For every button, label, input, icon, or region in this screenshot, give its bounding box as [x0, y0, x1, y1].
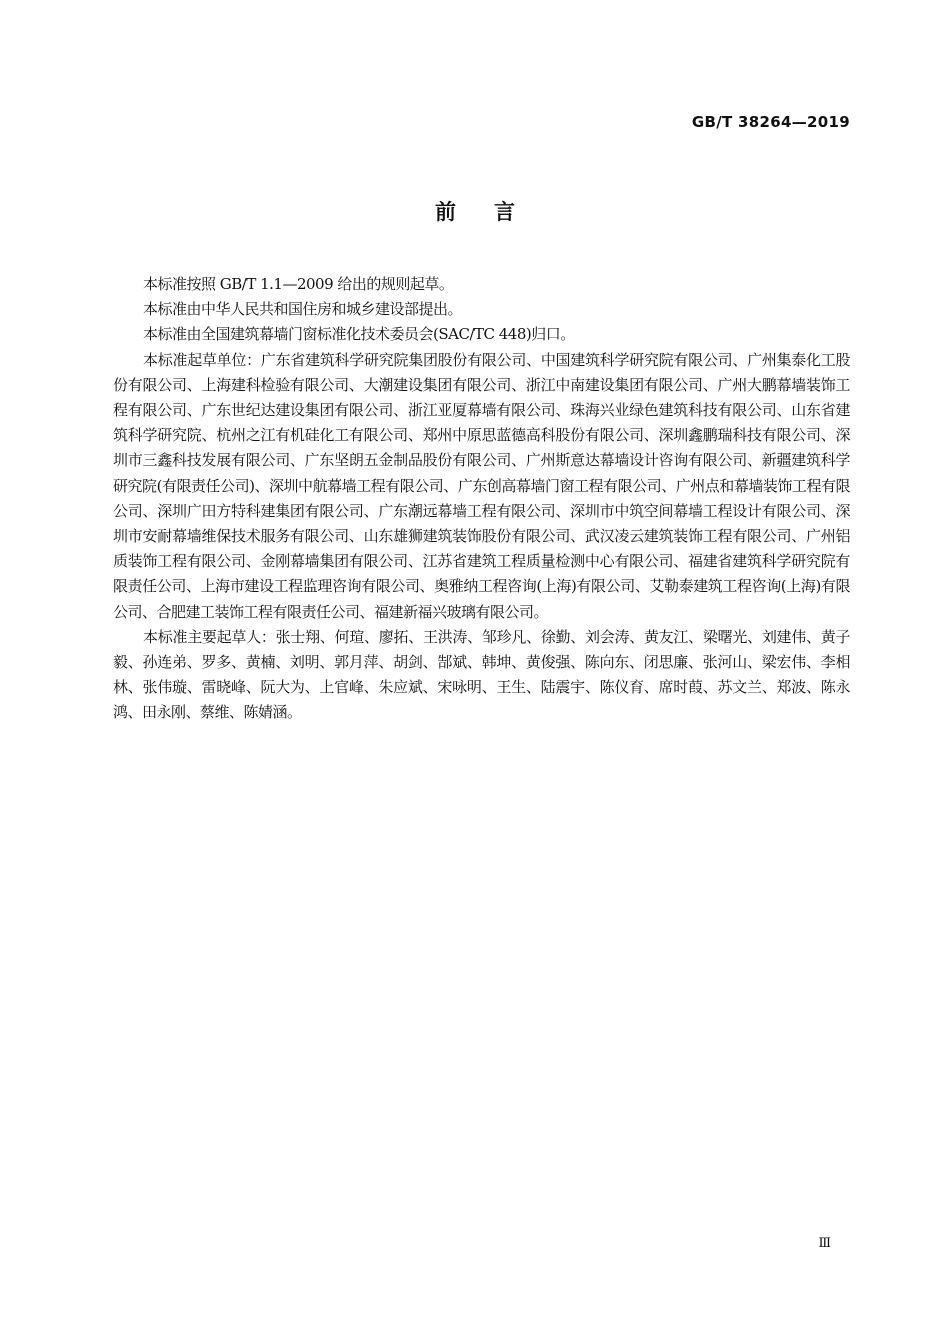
foreword-body [113, 272, 850, 726]
paragraph-drafting-units: 本标准起草单位：广东省建筑科学研究院集团股份有限公司、中国建筑科学研究院有限公司、广州集泰化工股份有限公司、上海建科检验有限公司、大潮建设集团有限公司、浙江中南建设集团有限公司、广州大鹏幕墙装饰工程有限公司、广东世纪达建设集团有限公司、浙江亚厦幕墙有限公司、珠海兴业绿色建筑科技有限公司、山东省建筑科学研究院、杭州之江有机硅化工有限公司、郑州中原思蓝德高科股份有限公司、深圳鑫鹏瑞科技有限公司、深圳市三鑫科技发展有限公司、广东坚朗五金制品股份有限公司、广州斯意达幕墙设计咨询有限公司、新疆建筑科学研究院(有限责任公司)、深圳中航幕墙工程有限公司、广东创高幕墙门窗工程有限公司、广州点和幕墙装饰工程有限公司、深圳广田方特科建集团有限公司、广东潮远幕墙工程有限公司、深圳市中筑空间幕墙工程设计有限公司、深圳市安耐幕墙维保技术服务有限公司、山东雄狮建筑装饰股份有限公司、武汉凌云建筑装饰工程有限公司、广州铝质装饰工程有限公司、金刚幕墙集团有限公司、江苏省建筑工程质量检测中心有限公司、福建省建筑科学研究院有限责任公司、上海市建设工程监理咨询有限公司、奥雅纳工程咨询(上海)有限公司、艾勒泰建筑工程咨询(上海)有限公司、合肥建工装饰工程有限责任公司、福建新福兴玻璃有限公司。 [113, 350, 850, 621]
standard-number: GB/T 38264—2019 [691, 113, 850, 131]
page-number: Ⅲ [818, 1236, 831, 1251]
paragraph-proposer: 本标准由中华人民共和国住房和城乡建设部提出。 [143, 300, 463, 319]
paragraph-drafters: 本标准主要起草人：张士翔、何瑄、廖拓、王洪涛、邹珍凡、徐勤、刘会涛、黄友江、梁曙光、刘建伟、黄子毅、孙连弟、罗多、黄楠、刘明、郭月萍、胡剑、郜斌、韩坤、黄俊强、陈向东、闭思廉、张河山、梁宏伟、李相林、张伟璇、雷晓峰、阮大为、上官峰、朱应斌、宋咏明、王生、陆震宇、陈仪育、席时葭、苏文兰、郑波、陈永鸿、田永刚、蔡维、陈婧涵。 [113, 627, 850, 722]
paragraph-drafting-rules: 本标准按照 GB/T 1.1—2009 给出的规则起草。 [143, 275, 454, 293]
page-title: 前言 [435, 200, 553, 224]
paragraph-administrator: 本标准由全国建筑幕墙门窗标准化技术委员会(SAC/TC 448)归口。 [143, 325, 575, 344]
